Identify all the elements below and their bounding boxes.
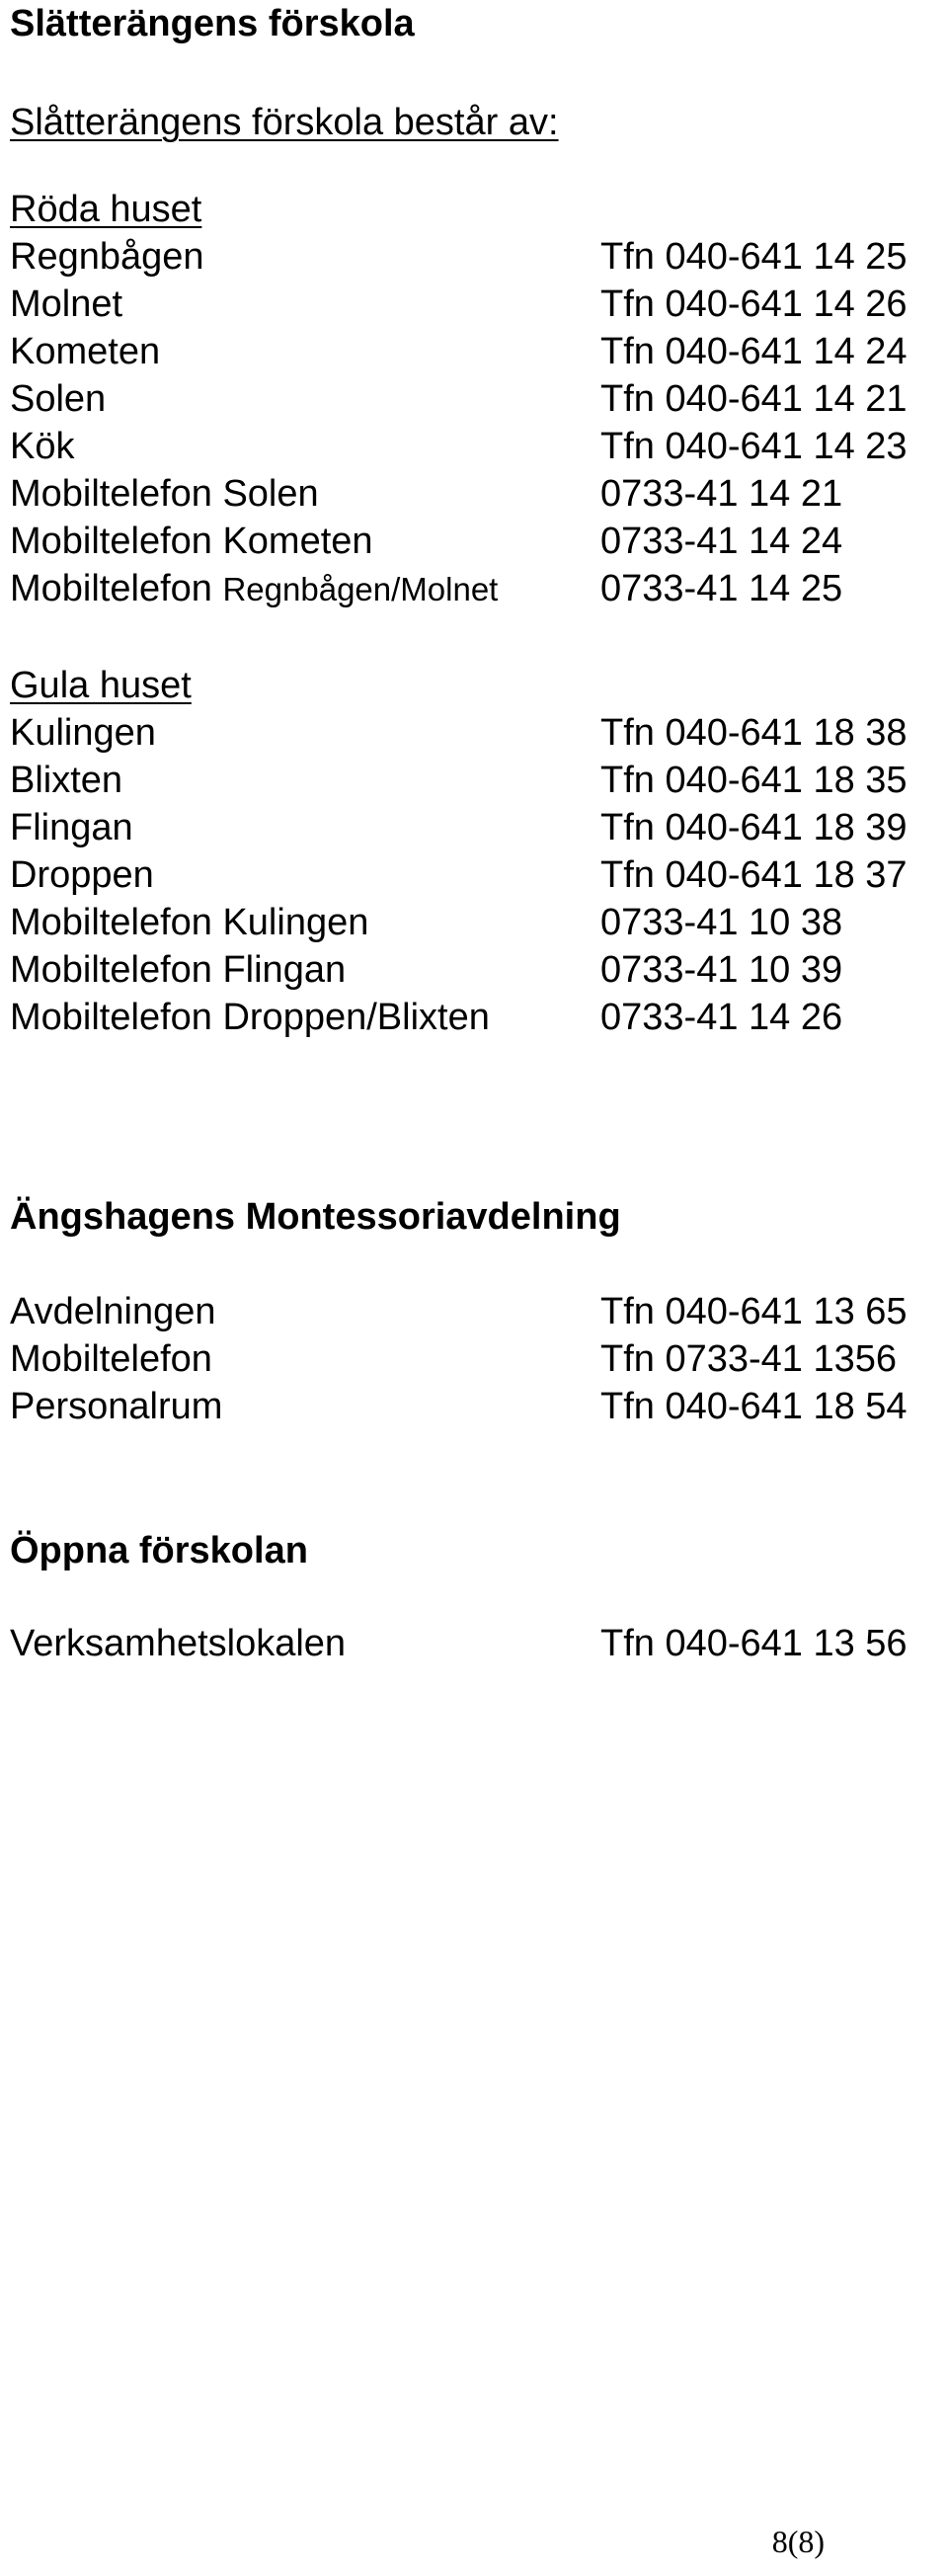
contact-phone: Tfn 040-641 18 54 <box>600 1386 908 1427</box>
contact-row <box>10 565 943 612</box>
contact-name: Mobiltelefon Solen <box>10 473 319 515</box>
contact-row <box>10 1620 943 1667</box>
contact-phone: Tfn 040-641 14 23 <box>600 426 908 467</box>
contact-row <box>10 804 943 851</box>
contact-row <box>10 994 943 1041</box>
contact-phone: Tfn 040-641 13 65 <box>600 1291 908 1332</box>
contact-row <box>10 423 943 470</box>
contact-row <box>10 233 943 281</box>
contact-row <box>10 328 943 375</box>
contact-phone: 0733-41 14 24 <box>600 521 843 562</box>
contact-name: Flingan <box>10 807 133 848</box>
contact-row <box>10 375 943 423</box>
contact-name <box>10 565 498 613</box>
contact-name: Verksamhetslokalen <box>10 1623 347 1664</box>
contact-name: Molnet <box>10 283 123 325</box>
section-heading-oppna-forskolan: Öppna förskolan <box>10 1530 308 1571</box>
contact-name: Mobiltelefon Droppen/Blixten <box>10 997 490 1038</box>
contact-row <box>10 1383 943 1430</box>
contact-name: Mobiltelefon <box>10 1338 212 1380</box>
contact-phone: Tfn 040-641 14 25 <box>600 236 908 278</box>
contact-phone: 0733-41 14 26 <box>600 997 843 1038</box>
contact-row <box>10 899 943 946</box>
contact-row <box>10 757 943 804</box>
contact-name: Mobiltelefon Kulingen <box>10 902 369 943</box>
contact-phone: Tfn 040-641 14 24 <box>600 331 908 372</box>
contact-phone: Tfn 0733-41 1356 <box>600 1338 898 1380</box>
contact-phone: 0733-41 14 25 <box>600 568 843 609</box>
contact-row <box>10 281 943 328</box>
section-heading-roda-huset: Röda huset <box>10 189 202 230</box>
contact-row <box>10 518 943 565</box>
contact-phone: 0733-41 10 39 <box>600 949 843 991</box>
contact-phone: 0733-41 10 38 <box>600 902 843 943</box>
contact-name-prefix: Mobiltelefon <box>10 568 223 609</box>
contact-name: Avdelningen <box>10 1291 216 1332</box>
contact-row <box>10 470 943 518</box>
contact-phone: Tfn 040-641 14 21 <box>600 378 908 420</box>
contact-name: Regnbågen <box>10 236 204 278</box>
contact-name: Kometen <box>10 331 161 372</box>
contact-phone: Tfn 040-641 18 35 <box>600 760 908 801</box>
contact-name-suffix: Regnbågen/Molnet <box>222 571 499 607</box>
contact-row <box>10 1288 943 1335</box>
contact-name: Mobiltelefon Flingan <box>10 949 347 991</box>
section-heading-angshagen: Ängshagens Montessoriavdelning <box>10 1196 621 1238</box>
contact-name: Blixten <box>10 760 123 801</box>
contact-name: Solen <box>10 378 107 420</box>
contact-name: Kök <box>10 426 75 467</box>
contact-name: Kulingen <box>10 712 156 754</box>
contact-row <box>10 1335 943 1383</box>
contact-phone: Tfn 040-641 18 38 <box>600 712 908 754</box>
contact-row <box>10 946 943 994</box>
page-number: 8(8) <box>771 2524 825 2559</box>
contact-phone: 0733-41 14 21 <box>600 473 843 515</box>
contact-name: Mobiltelefon Kometen <box>10 521 373 562</box>
contact-phone: Tfn 040-641 13 56 <box>600 1623 908 1664</box>
section-heading-gula-huset: Gula huset <box>10 665 192 706</box>
contact-name: Droppen <box>10 854 154 896</box>
document-title: Slätterängens förskola <box>10 3 415 44</box>
contact-name: Personalrum <box>10 1386 223 1427</box>
contact-row <box>10 851 943 899</box>
contact-phone: Tfn 040-641 14 26 <box>600 283 908 325</box>
contact-row <box>10 709 943 757</box>
intro-line: Slåtterängens förskola består av: <box>10 102 559 143</box>
contact-phone: Tfn 040-641 18 37 <box>600 854 908 896</box>
contact-phone: Tfn 040-641 18 39 <box>600 807 908 848</box>
